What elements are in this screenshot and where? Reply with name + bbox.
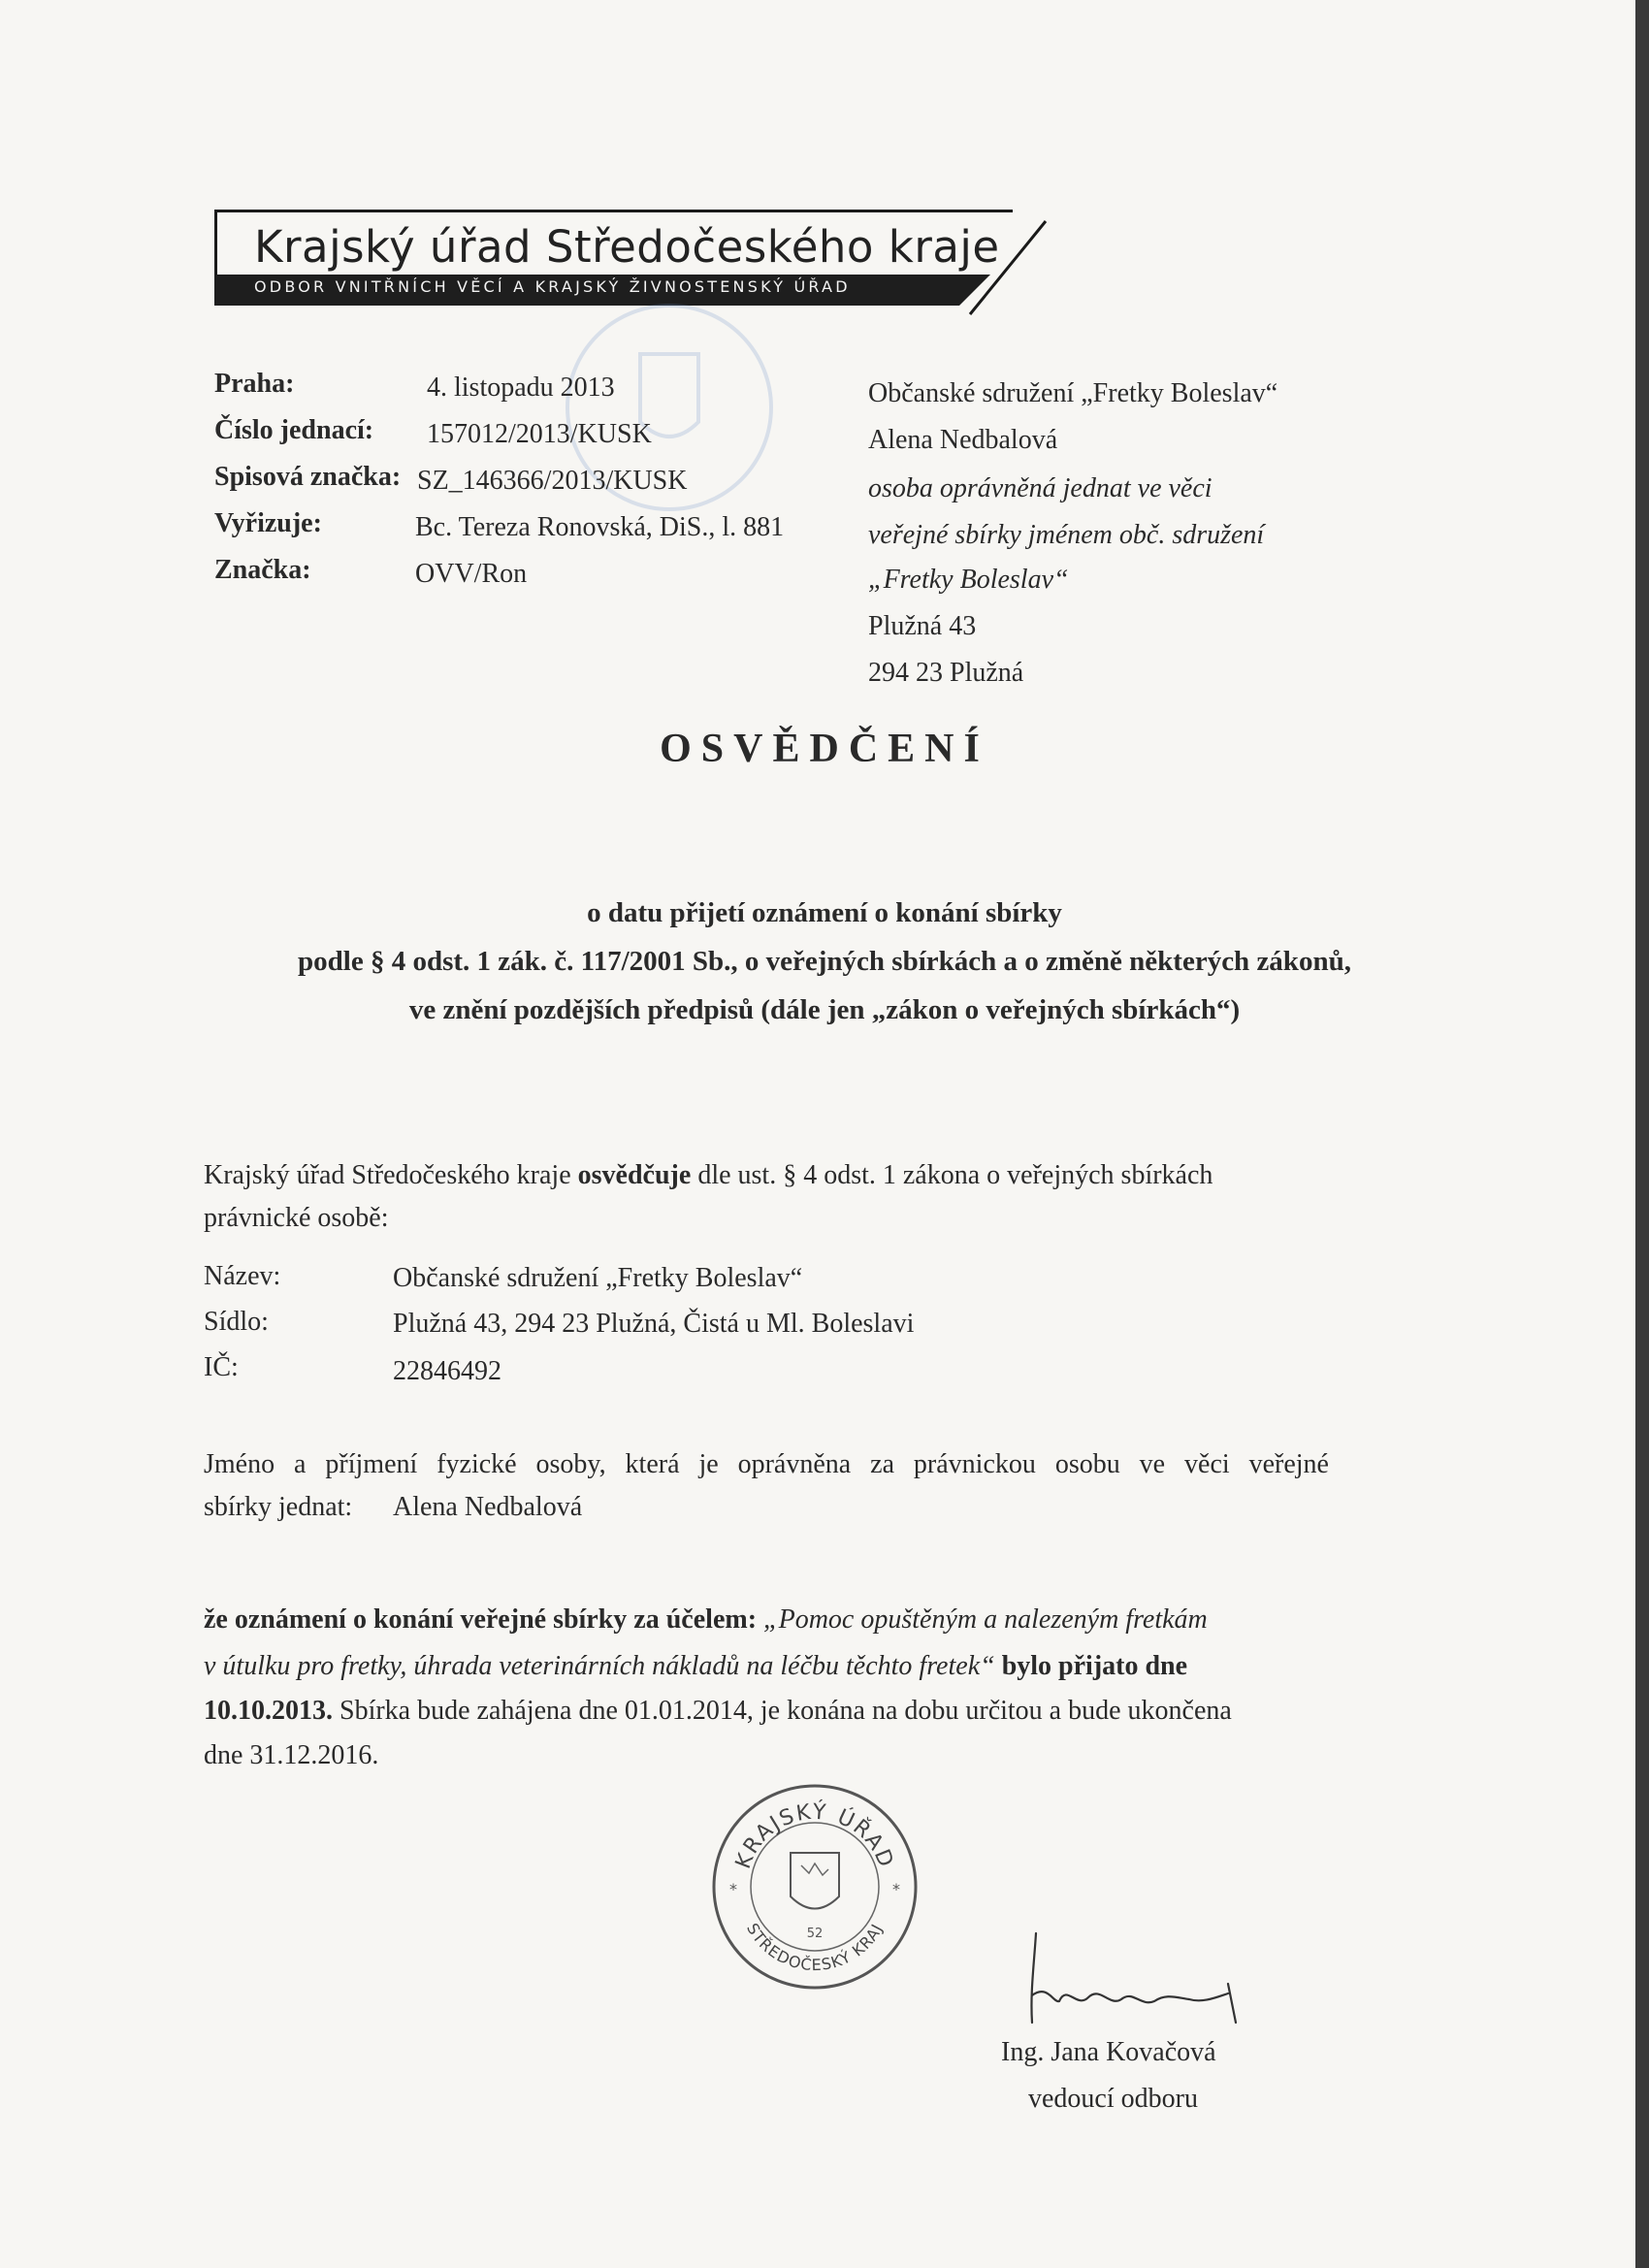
scan-edge	[1635, 0, 1649, 2268]
intro-bold: osvědčuje	[577, 1160, 692, 1190]
field-label-praha: Praha:	[214, 369, 295, 399]
signatory-name: Ing. Jana Kovačová	[1001, 2037, 1216, 2067]
handwritten-signature	[1009, 1926, 1261, 2032]
letterhead-subtitle: ODBOR VNITŘNÍCH VĚCÍ A KRAJSKÝ ŽIVNOSTENSKÝ ÚŘAD	[254, 277, 851, 296]
letterhead-title: Krajský úřad Středočeského kraje	[254, 221, 1000, 273]
svg-text:*: *	[729, 1880, 737, 1898]
subtitle-line-2: podle § 4 odst. 1 zák. č. 117/2001 Sb., o veřejných sbírkách a o změně některých zákonů,	[298, 946, 1351, 977]
statement-l1-bold: že oznámení o konání veřejné sbírky za účelem:	[204, 1604, 764, 1635]
field-label-cislo-jednaci: Číslo jednací:	[214, 415, 374, 445]
stamp-text-bottom: STŘEDOČESKÝ KRAJ	[743, 1920, 887, 1975]
subtitle-line-1: o datu přijetí oznámení o konání sbírky	[587, 897, 1062, 928]
field-label-vyrizuje: Vyřizuje:	[214, 508, 322, 538]
entity-value-nazev: Občanské sdružení „Fretky Boleslav“	[393, 1263, 803, 1293]
statement-l2-bold: bylo přijato dne	[994, 1651, 1188, 1681]
statement-line-4: dne 31.12.2016.	[204, 1740, 379, 1770]
official-stamp-icon	[708, 1780, 922, 1993]
field-label-spisova-znacka: Spisová značka:	[214, 462, 402, 492]
subtitle-line-3: ve znění pozdějších předpisů (dále jen „zákon o veřejných sbírkách“)	[408, 994, 1241, 1025]
statement-line-3	[204, 1696, 1232, 1727]
statement-line-2	[204, 1651, 1187, 1682]
recipient-city: 294 23 Plužná	[868, 658, 1024, 688]
recipient-role-1: osoba oprávněná jednat ve věci	[868, 473, 1212, 503]
authorized-line-1: Jméno a příjmení fyzické osoby, která je oprávněna za právnickou osobu ve věci veřejné	[204, 1449, 1329, 1479]
svg-text:KRAJSKÝ ÚŘAD	[731, 1799, 898, 1872]
recipient-role-2: veřejné sbírky jménem obč. sdružení	[868, 520, 1265, 550]
intro-line-1	[204, 1160, 1212, 1191]
signatory-position: vedoucí odboru	[1028, 2084, 1198, 2114]
recipient-role-3: „Fretky Boleslav“	[868, 565, 1069, 595]
field-value-spisova-znacka: SZ_146366/2013/KUSK	[417, 466, 688, 496]
intro-text-2: dle ust. § 4 odst. 1 zákona o veřejných sbírkách	[691, 1160, 1213, 1190]
field-value-cislo-jednaci: 157012/2013/KUSK	[427, 419, 652, 449]
svg-text:*: *	[892, 1880, 900, 1898]
field-value-vyrizuje: Bc. Tereza Ronovská, DiS., l. 881	[415, 512, 785, 542]
intro-line-2: právnické osobě:	[204, 1203, 389, 1233]
field-value-date: 4. listopadu 2013	[427, 373, 615, 403]
statement-l3-text: Sbírka bude zahájena dne 01.01.2014, je konána na dobu určitou a bude ukončena	[333, 1696, 1232, 1726]
stamp-text-top: KRAJSKÝ ÚŘAD	[730, 1799, 899, 1872]
stamp-number: 52	[806, 1927, 824, 1941]
statement-date-bold: 10.10.2013.	[204, 1696, 333, 1726]
recipient-street: Plužná 43	[868, 611, 977, 641]
statement-l1-italic: „Pomoc opuštěným a nalezeným fretkám	[763, 1604, 1208, 1635]
field-value-znacka: OVV/Ron	[415, 559, 528, 589]
document-title: OSVĚDČENÍ	[660, 727, 989, 771]
statement-line-1	[204, 1604, 1208, 1636]
authorized-line-2-value: Alena Nedbalová	[393, 1492, 583, 1522]
statement-l2-italic: v útulku pro fretky, úhrada veterinárních nákladů na léčbu těchto fretek“	[204, 1651, 995, 1681]
field-label-znacka: Značka:	[214, 555, 311, 585]
entity-value-sidlo: Plužná 43, 294 23 Plužná, Čistá u Ml. Boleslavi	[393, 1309, 915, 1339]
entity-label-sidlo: Sídlo:	[204, 1307, 269, 1337]
intro-text-1: Krajský úřad Středočeského kraje	[204, 1160, 578, 1190]
entity-label-ic: IČ:	[204, 1352, 239, 1382]
recipient-org: Občanské sdružení „Fretky Boleslav“	[868, 378, 1278, 408]
authorized-line-2-label: sbírky jednat:	[204, 1492, 353, 1522]
entity-value-ic: 22846492	[393, 1356, 501, 1386]
recipient-name: Alena Nedbalová	[868, 425, 1058, 455]
entity-label-nazev: Název:	[204, 1261, 281, 1291]
